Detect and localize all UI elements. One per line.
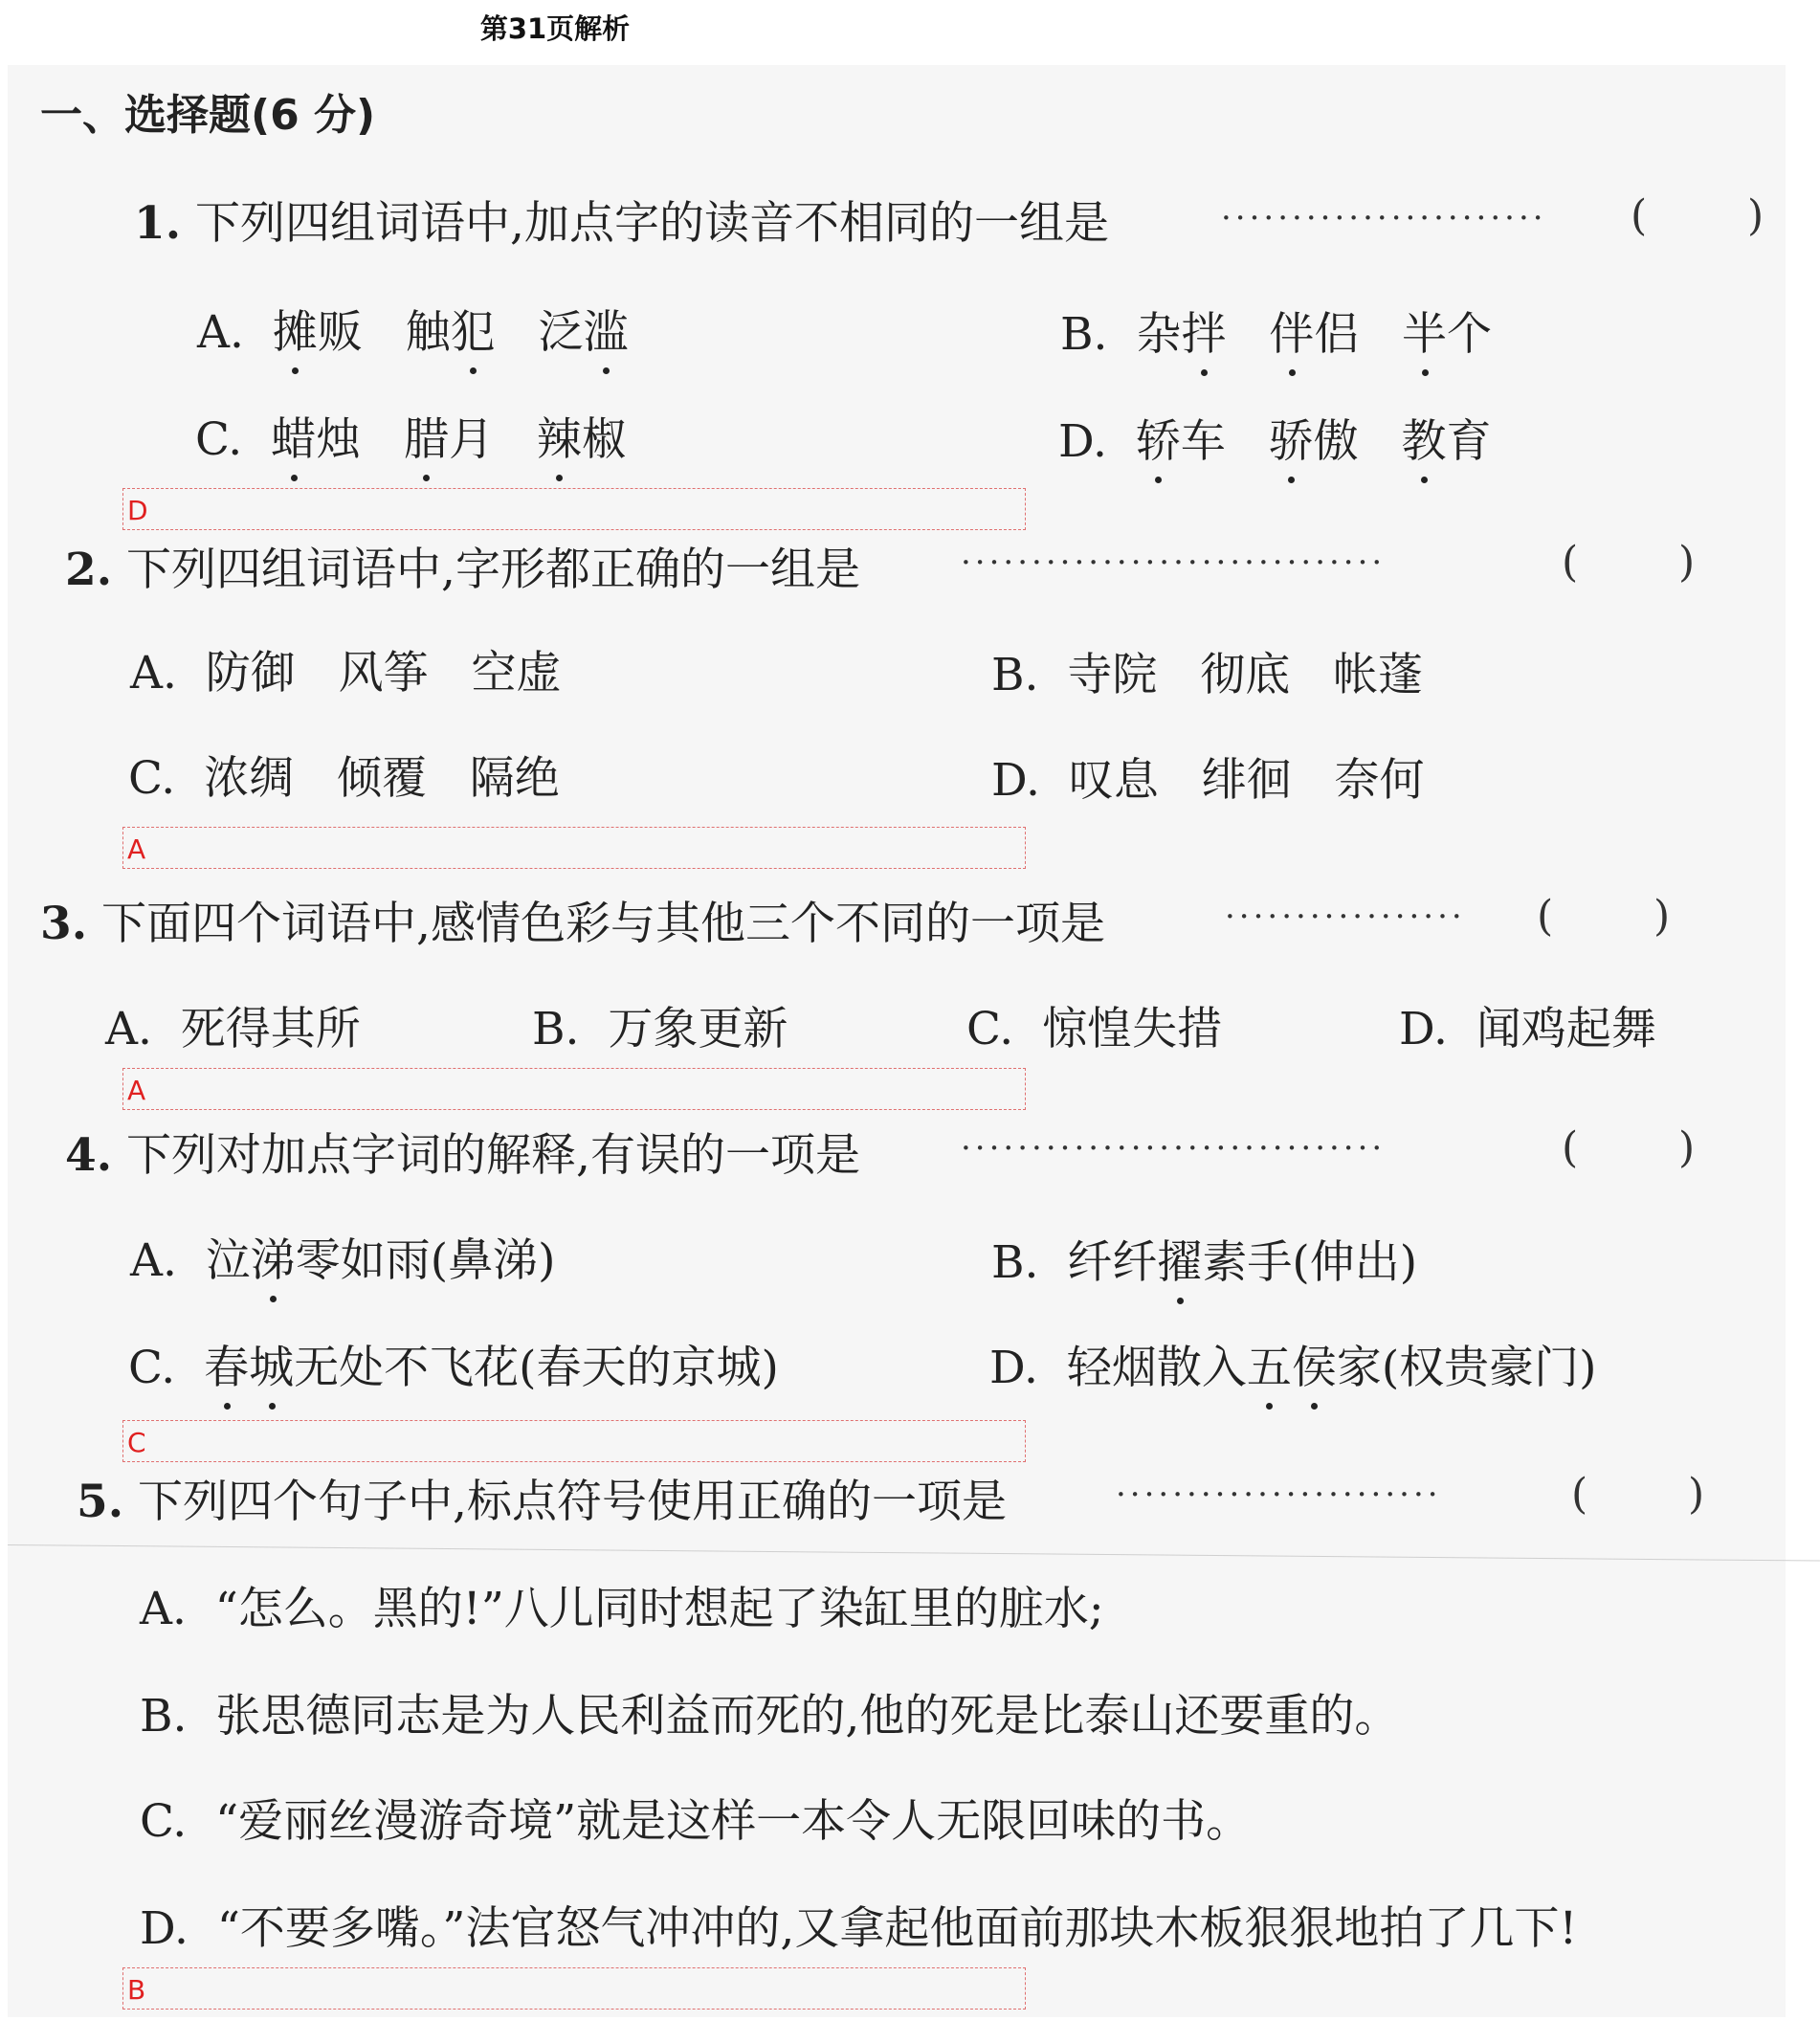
answer-label: C [127,1427,146,1458]
question-1 [134,188,1109,252]
question-stem: 下列四组词语中,字形都正确的一组是 [126,544,860,596]
page-title: 第31页解析 [479,12,631,45]
answer-label: A [127,1075,146,1106]
answer-paren-open: ( [1562,538,1579,587]
answer-label: A [127,833,146,865]
question-stem: 下列四个句子中,标点符号使用正确的一项是 [138,1476,1007,1528]
question-number: 3. [40,898,88,950]
question-stem: 下面四个词语中,感情色彩与其他三个不同的一项是 [101,898,1105,950]
question-5 [77,1466,1007,1530]
leader-dots: ······················· [1221,199,1547,237]
answer-box-2 [122,827,1026,869]
answer-paren-open: ( [1562,1123,1579,1172]
leader-dots: ······························ [961,544,1387,582]
option-2c: C. 浓绸 倾覆 隔绝 [128,752,560,805]
option-5c: C. “爱丽丝漫游奇境”就是这样一本令人无限回味的书。 [140,1795,1252,1848]
leader-dots: ······························ [961,1129,1387,1167]
question-stem: 下列对加点字词的解释,有误的一项是 [126,1129,860,1182]
option-2b: B. 寺院 彻底 帐蓬 [991,649,1424,701]
question-4 [65,1120,860,1184]
option-4a: A. 泣涕零如雨(鼻涕) [130,1225,555,1289]
question-number: 1. [134,197,182,250]
answer-paren-open: ( [1537,892,1554,941]
option-2a: A. 防御 风筝 空虚 [130,647,562,700]
section-title: 一、选择题(6 分) [40,91,376,140]
leader-dots: ················· [1225,898,1466,936]
answer-box-1 [122,488,1026,530]
answer-label: B [127,1974,146,2006]
question-number: 5. [77,1476,124,1528]
answer-box-4 [122,1420,1026,1462]
answer-box-5 [122,1967,1026,2010]
option-3d: D. 闻鸡起舞 [1399,1003,1656,1055]
option-4c: C. 春城无处不飞花(春天的京城) [128,1332,779,1396]
option-3a: A. 死得其所 [105,1003,361,1055]
answer-paren-close: ) [1678,538,1696,587]
answer-paren-close: ) [1678,1123,1696,1172]
answer-label: D [127,495,148,526]
option-1b: B. 杂拌 伴侣 半个 [1060,299,1492,363]
question-number: 4. [65,1129,113,1182]
question-stem: 下列四组词语中,加点字的读音不相同的一组是 [195,197,1109,250]
answer-paren-close: ) [1688,1470,1705,1519]
answer-paren-close: ) [1654,892,1671,941]
leader-dots: ······················· [1116,1476,1442,1514]
option-1c: C. 蜡烛 腊月 辣椒 [195,404,627,468]
option-2d: D. 叹息 绯徊 奈何 [991,754,1425,807]
answer-box-3 [122,1068,1026,1110]
option-5b: B. 张思德同志是为人民利益而死的,他的死是比泰山还要重的。 [140,1690,1400,1743]
option-5a: A. “怎么。黑的!”八儿同时想起了染缸里的脏水; [140,1583,1104,1635]
answer-paren-open: ( [1571,1470,1588,1519]
answer-paren-open: ( [1631,191,1648,240]
option-1a: A. 摊贩 触犯 泛滥 [197,297,628,361]
option-1d: D. 轿车 骄傲 教育 [1058,406,1492,470]
question-3 [40,888,1105,952]
answer-paren-close: ) [1747,191,1765,240]
option-3b: B. 万象更新 [532,1003,788,1055]
option-5d: D. “不要多嘴。”法官怒气冲冲的,又拿起他面前那块木板狠狠地拍了几下! [140,1902,1578,1955]
question-2 [65,534,860,598]
option-3c: C. 惊惶失措 [966,1003,1223,1055]
option-4b: B. 纤纤擢素手(伸出) [991,1227,1417,1291]
option-4d: D. 轻烟散入五侯家(权贵豪门) [989,1332,1597,1396]
question-number: 2. [65,544,113,596]
